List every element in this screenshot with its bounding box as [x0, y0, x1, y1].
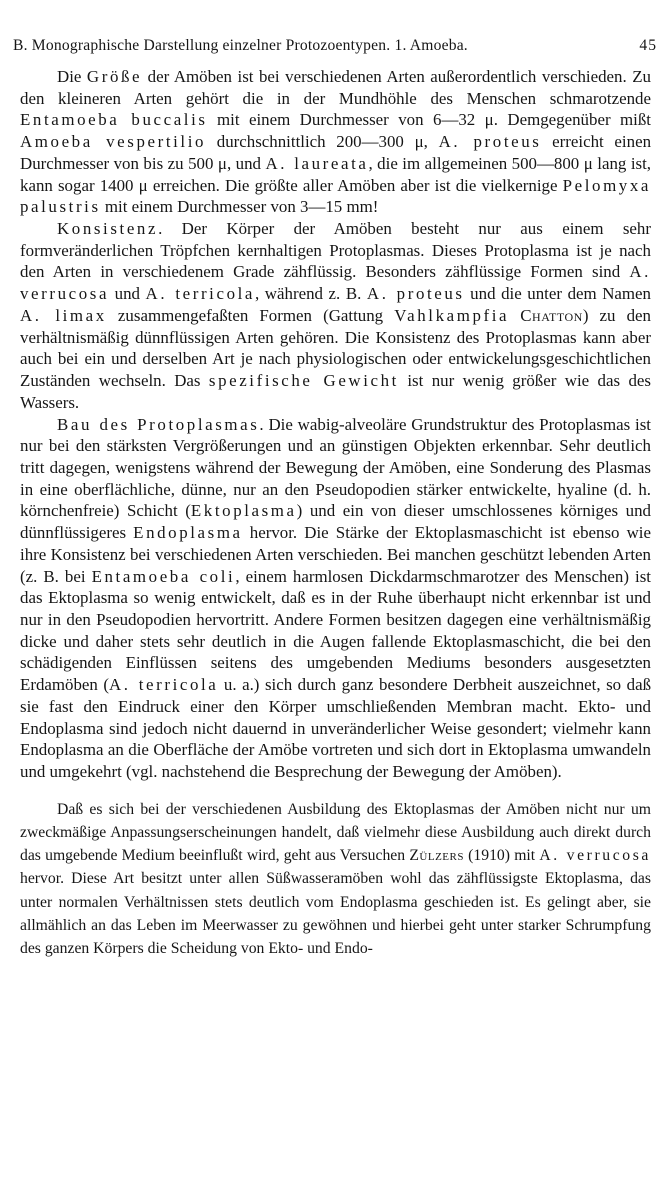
author-name: Chatton: [520, 305, 583, 325]
emphasized-term: A. verrucosa: [20, 262, 651, 304]
emphasized-term: A. verrucosa: [539, 847, 651, 865]
emphasized-term: Größe: [86, 67, 143, 86]
emphasized-term: Entamoeba buccalis: [20, 110, 208, 130]
emphasized-term: Entamoeba coli: [91, 566, 236, 586]
book-page: [13, 36, 657, 960]
emphasized-term: Ektoplasma: [190, 501, 297, 521]
emphasized-term: Vahlkampfia: [394, 305, 510, 325]
running-head-title: B. Monographische Darstellung einzelner Protozoentypen. 1. Amoeba.: [13, 37, 468, 54]
paragraph-size: Die Größe der Amöben ist bei verschiedenen Arten außerordentlich verschieden. Zu den kleineren Arten gehört die in der Mundhöhle des Menschen schmarotzende Entamoeba buccalis mit einem Durchmesser von 6—32 μ. Demgegenüber mißt Amoeba vespertilio durchschnittlich 200—300 μ, A. proteus erreicht einen Durchmesser von bis zu 500 μ, und A. laureata, die im allgemeinen 500—800 μ lang ist, kann sogar 1400 μ erreichen. Die größte aller Amöben aber ist die vielkernige Pelomyxa palustris mit einem Durchmesser von 3—15 mm!: [20, 67, 652, 217]
page-number: 45: [639, 37, 657, 54]
small-print-section: [20, 798, 651, 960]
emphasized-term: A. limax: [20, 305, 107, 325]
emphasized-term: A. terricola: [109, 675, 219, 695]
running-head: [13, 36, 657, 56]
emphasized-term: spezifische Gewicht: [208, 371, 399, 391]
paragraph-zuelzer-experiments: Daß es sich bei der verschiedenen Ausbildung des Ektoplasmas der Amöben nicht nur um zweckmäßige Anpassungserscheinungen handelt, daß vielmehr diese Ausbildung auch direkt durch das umgebende Medium beeinflußt wird, geht aus Versuchen Zülzers (1910) mit A. verrucosa hervor. Diese Art besitzt unter allen Süßwasseramöben wohl das zähflüssigste Ektoplasma, das unter normalen Verhältnissen stets deutlich vom Endoplasma geschieden ist. Es gelingt aber, sie allmählich an das Leben im Meerwasser zu gewöhnen und hierbei geht unter starker Schrumpfung des ganzen Körpers die Scheidung von Ekto- und Endo-: [20, 800, 651, 957]
paragraph-consistency: Konsistenz. Der Körper der Amöben besteht nur aus einem sehr formveränderlichen Tröpfchen kernhaltigen Protoplasmas. Dieses Protoplasma ist je nach den Arten in verschiedenem Grade zähflüssig. Besonders zähflüssige Formen sind A. verrucosa und A. terricola, während z. B. A. proteus und die unter dem Namen A. limax zusammengefaßten Formen (Gattung Vahlkampfia Chatton) zu den verhältnismäßig dünnflüssigen Arten gehören. Die Konsistenz des Protoplasmas kann aber auch bei ein und derselben Art je nach physiologischen oder entwickelungsgeschichtlichen Zuständen wechseln. Das spezifische Gewicht ist nur wenig größer wie das des Wassers.: [20, 219, 651, 412]
emphasized-term: A. terricola: [145, 284, 256, 304]
emphasized-term: A. proteus: [438, 132, 542, 152]
emphasized-term: A. laureata: [265, 153, 369, 173]
paragraph-protoplasm-structure: Bau des Protoplasmas. Die wabig-alveoläre Grundstruktur des Protoplasmas ist nur bei den stärksten Vergrößerungen und an günstigen Objekten erkennbar. Sehr deutlich tritt dagegen, wenigstens während der Bewegung der Amöben, eine Sonderung des Plasmas in eine oberflächliche, dünne, nur an den Pseudopodien stärker entwickelte, hyaline (d. h. körnchenfreie) Schicht (Ektoplasma) und ein von dieser umschlossenes körniges und dünnflüssigeres Endoplasma hervor. Die Stärke der Ektoplasmaschicht ist ebenso wie ihre Konsistenz bei verschiedenen Arten verschieden. Bei manchen geschützt lebenden Arten (z. B. bei Entamoeba coli, einem harmlosen Dickdarmschmarotzer des Menschen) ist das Ektoplasma so wenig entwickelt, daß es in der Ruhe überhaupt nicht erkennbar ist und nur in den Pseudopodien hervortritt. Andere Formen besitzen dagegen eine verhältnismäßig dicke und daher stets sehr deutlich in die Augen fallende Ektoplasmaschicht, die bei den schädigenden Einflüssen seitens des umgebenden Mediums besonders ausgesetzten Erdamöben (A. terricola u. a.) sich durch ganz besondere Derbheit auszeichnet, so daß sie fast den Eindruck einer den Körper umschließenden Membran macht. Ekto- und Endoplasma sind jedoch nicht dauernd in unveränderlicher Weise gesondert; vielmehr kann Endoplasma an die Oberfläche der Amöbe vortreten und sich dort in Ektoplasma umwandeln und umgekehrt (vgl. nachstehend die Besprechung der Bewegung der Amöben).: [20, 414, 652, 781]
emphasized-term: Konsistenz: [57, 219, 159, 239]
author-name: Zülzers: [409, 847, 464, 865]
emphasized-term: Amoeba vespertilio: [20, 132, 207, 152]
emphasized-term: Endoplasma: [133, 523, 243, 543]
emphasized-term: A. proteus: [366, 284, 465, 304]
emphasized-term: Pelomyxa palustris: [20, 175, 651, 217]
emphasized-term: Bau des Protoplasmas: [57, 414, 260, 434]
